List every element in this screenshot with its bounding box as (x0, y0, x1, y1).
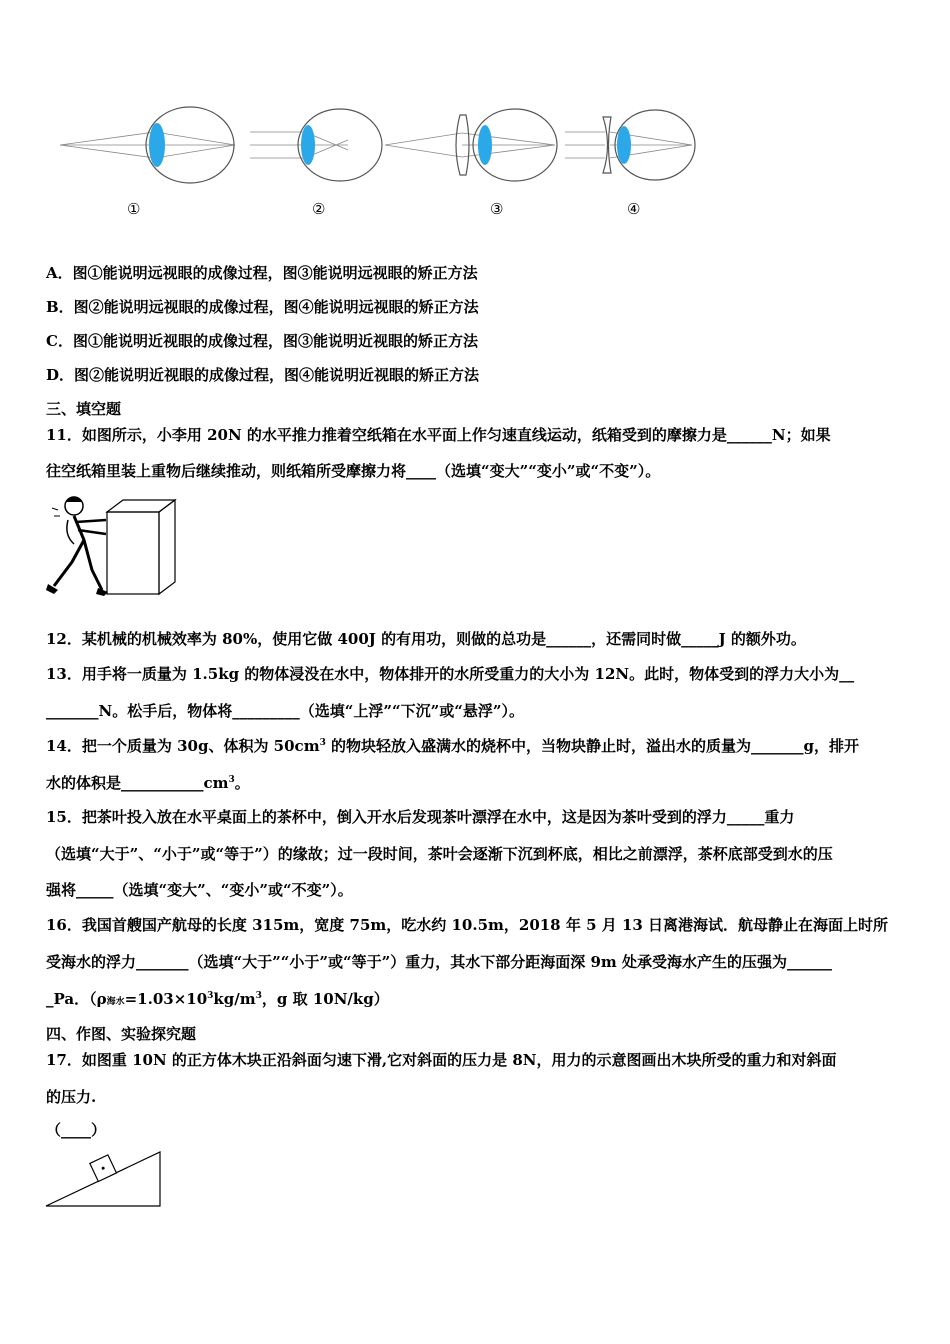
q10-option-b: B．图②能说明远视眼的成像过程，图④能说明远视眼的矫正方法 (46, 298, 479, 316)
q16-line-3: _Pa．（ρ海水$=1.03\times 10^3kg/m^3$，g 取 10N/kg） (46, 990, 389, 1008)
q14-line-1: 14．把一个质量为 30g、体积为 $50cm^3$ 的物块轻放入盛满水的烧杯中，当物块静止时，溢出水的质量为_______g，排开 (46, 737, 860, 755)
q10-option-d: D．图②能说明近视眼的成像过程，图④能说明近视眼的矫正方法 (46, 366, 480, 384)
eye-label-2: ② (312, 200, 326, 218)
eye-diagram-figure (50, 95, 710, 225)
q15-line-3: 强将_____（选填“变大”、“变小”或“不变”）。 (46, 881, 353, 899)
q13-line-1: 13．用手将一质量为 1.5kg 的物体浸没在水中，物体排开的水所受重力的大小为 12N。此时，物体受到的浮力大小为__ (46, 665, 855, 683)
q15-line-1: 15．把茶叶投入放在水平桌面上的茶杯中，倒入开水后发现茶叶漂浮在水中，这是因为茶叶受到的浮力_____重力 (46, 808, 795, 826)
q10-option-c: C．图①能说明近视眼的成像过程，图③能说明近视眼的矫正方法 (46, 332, 478, 350)
q17-answer-blank: （____） (46, 1121, 107, 1139)
incline-block-figure (44, 1148, 164, 1210)
q17-line-1: 17．如图重 10N 的正方体木块正沿斜面匀速下滑,它对斜面的压力是 8N，用力的示意图画出木块所受的重力和对斜面 (46, 1051, 837, 1069)
q15-line-2: （选填“大于”、“小于”或“等于”）的缘故；过一段时间，茶叶会逐渐下沉到杯底，相比之前漂浮，茶杯底部受到水的压 (46, 845, 833, 863)
section-3-title: 三、填空题 (46, 400, 122, 418)
q14-line-2: 水的体积是$\_\_\_\_\_\_\_\_\_\_\_cm^3$。 (46, 774, 250, 792)
section-4-title: 四、作图、实验探究题 (46, 1025, 197, 1043)
eye-4-diagram (565, 110, 695, 180)
q16-line-1: 16．我国首艘国产航母的长度 315m，宽度 75m，吃水约 10.5m，2018 年 5 月 13 日离港海试．航母静止在海面上时所 (46, 916, 889, 934)
eye-label-3: ③ (490, 200, 504, 218)
eye-label-4: ④ (627, 200, 641, 218)
eye-2-diagram (250, 109, 382, 181)
q10-option-a: A．图①能说明远视眼的成像过程，图③能说明远视眼的矫正方法 (46, 264, 478, 282)
person-pushing-box-figure (44, 490, 184, 602)
eye-3-diagram (385, 109, 557, 181)
q12-line: 12．某机械的机械效率为 80%，使用它做 400J 的有用功，则做的总功是______，还需同时做_____J 的额外功。 (46, 630, 806, 648)
q11-line-2: 往空纸箱里装上重物后继续推动，则纸箱所受摩擦力将____（选填“变大”“变小”或“不变”）。 (46, 462, 661, 480)
q11-line-1: 11．如图所示，小李用 20N 的水平推力推着空纸箱在水平面上作匀速直线运动，纸箱受到的摩擦力是______N；如果 (46, 426, 831, 444)
q16-line-2: 受海水的浮力_______（选填“大于”“小于”或“等于”）重力，其水下部分距海面深 9m 处承受海水产生的压强为______ (46, 953, 833, 971)
eye-1-diagram (60, 107, 235, 183)
eye-label-1: ① (127, 200, 141, 218)
q13-line-2: _______N。松手后，物体将_________（选填“上浮”“下沉”或“悬浮”）。 (46, 702, 524, 720)
q17-line-2: 的压力. (46, 1088, 97, 1106)
